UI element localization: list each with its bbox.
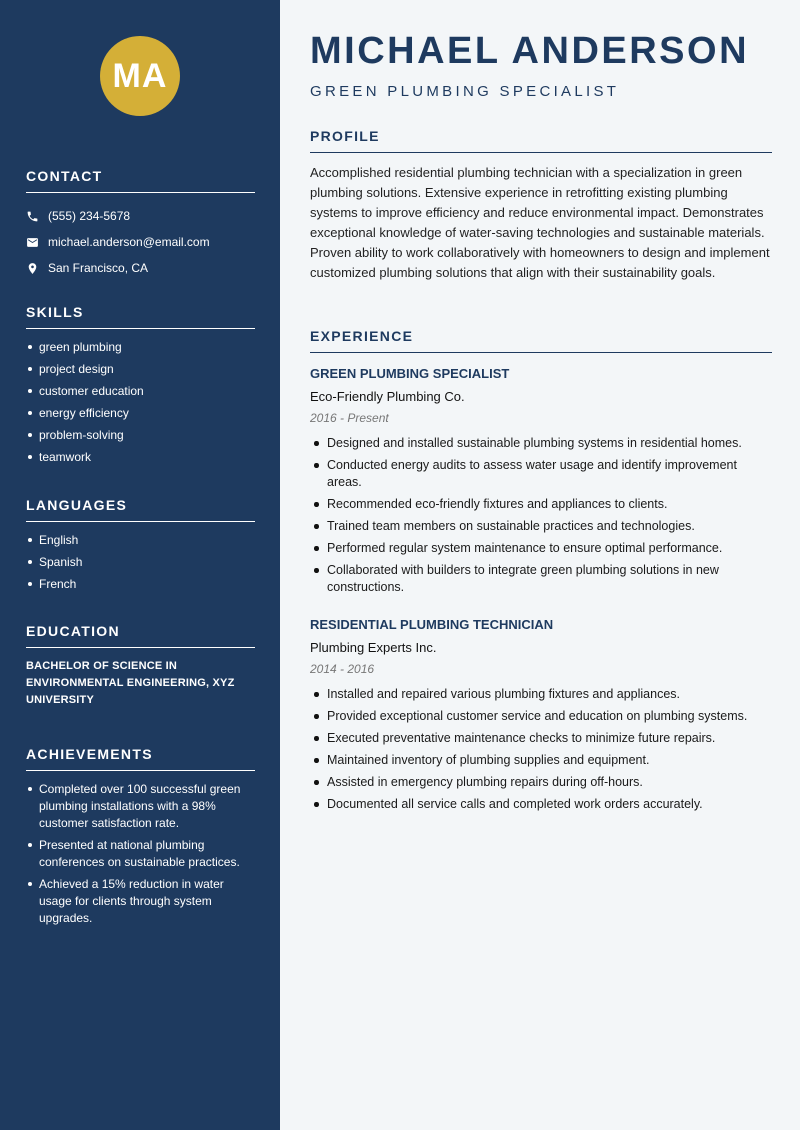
skill-item: project design (26, 361, 255, 377)
contact-phone (26, 203, 255, 229)
profile-heading: PROFILE (310, 128, 772, 153)
job-title: GREEN PLUMBING SPECIALIST (310, 366, 510, 381)
phone-text: (555) 234-5678 (48, 209, 131, 223)
job-bullet: Recommended eco-friendly fixtures and appliances to clients. (310, 496, 772, 513)
achievement-item: Completed over 100 successful green plumbing installations with a 98% customer satisfaction rate. (26, 781, 255, 832)
skill-item: problem-solving (26, 427, 255, 443)
job-bullet: Installed and repaired various plumbing fixtures and appliances. (310, 686, 772, 703)
skill-item: green plumbing (26, 339, 255, 355)
job-bullet: Executed preventative maintenance checks to minimize future repairs. (310, 730, 772, 747)
contact-section (26, 168, 255, 281)
skill-item: energy efficiency (26, 405, 255, 421)
skill-item: teamwork (26, 449, 255, 465)
language-item: French (26, 576, 255, 592)
languages-list (26, 532, 255, 592)
job-bullet: Collaborated with builders to integrate green plumbing solutions in new constructions. (310, 562, 772, 596)
job-bullet: Assisted in emergency plumbing repairs during off-hours. (310, 774, 772, 791)
job-company: Plumbing Experts Inc. (310, 640, 437, 655)
sidebar (0, 0, 280, 1130)
language-item: English (26, 532, 255, 548)
job-bullet: Maintained inventory of plumbing supplies and equipment. (310, 752, 772, 769)
job-bullets (310, 686, 772, 813)
achievements-section (26, 746, 255, 932)
contact-email (26, 229, 255, 255)
job-bullet: Conducted energy audits to assess water usage and identify improvement areas. (310, 457, 772, 491)
education-section (26, 623, 255, 709)
job-bullet: Designed and installed sustainable plumbing systems in residential homes. (310, 435, 772, 452)
job-bullet: Performed regular system maintenance to ensure optimal performance. (310, 540, 772, 557)
achievement-item: Presented at national plumbing conferences on sustainable practices. (26, 837, 255, 871)
experience-heading: EXPERIENCE (310, 328, 772, 353)
language-item: Spanish (26, 554, 255, 570)
job-dates: 2014 - 2016 (310, 662, 375, 676)
achievement-item: Achieved a 15% reduction in water usage for clients through system upgrades. (26, 876, 255, 927)
job-bullet: Provided exceptional customer service and education on plumbing systems. (310, 708, 772, 725)
contact-heading: CONTACT (26, 168, 255, 193)
education-heading: EDUCATION (26, 623, 255, 648)
job-company: Eco-Friendly Plumbing Co. (310, 389, 465, 404)
location-pin-icon (26, 262, 39, 275)
job-bullet: Trained team members on sustainable practices and technologies. (310, 518, 772, 535)
location-text: San Francisco, CA (48, 261, 149, 275)
languages-section (26, 497, 255, 598)
avatar (100, 36, 180, 116)
skills-section (26, 304, 255, 471)
languages-heading: LANGUAGES (26, 497, 255, 522)
avatar-initials: MA (112, 56, 168, 95)
job-entry (310, 617, 772, 818)
job-bullet: Documented all service calls and completed work orders accurately. (310, 796, 772, 813)
achievements-heading: ACHIEVEMENTS (26, 746, 255, 771)
candidate-name: MICHAEL ANDERSON (310, 30, 750, 72)
education-degree: BACHELOR OF SCIENCE IN ENVIRONMENTAL ENGINEERING, XYZ UNIVERSITY (26, 660, 235, 706)
contact-location (26, 255, 255, 281)
skills-list (26, 339, 255, 465)
candidate-title: GREEN PLUMBING SPECIALIST (310, 83, 620, 100)
skills-heading: SKILLS (26, 304, 255, 329)
achievements-list (26, 781, 255, 927)
email-icon (26, 236, 39, 249)
job-title: RESIDENTIAL PLUMBING TECHNICIAN (310, 617, 554, 632)
phone-icon (26, 210, 39, 223)
job-bullets (310, 435, 772, 596)
job-entry (310, 366, 772, 601)
skill-item: customer education (26, 383, 255, 399)
email-text: michael.anderson@email.com (48, 235, 210, 249)
job-dates: 2016 - Present (310, 411, 389, 425)
profile-text: Accomplished residential plumbing technician with a specialization in green plumbing solutions. Extensive experience in retrofitting existing plumbing systems to improve efficiency and reduce environmental impact. Demonstrates exceptional knowledge of water-saving technologies and sustainable materials. Proven ability to work collaboratively with homeowners to design and implement customized plumbing solutions that align with their sustainability goals. (310, 165, 770, 280)
